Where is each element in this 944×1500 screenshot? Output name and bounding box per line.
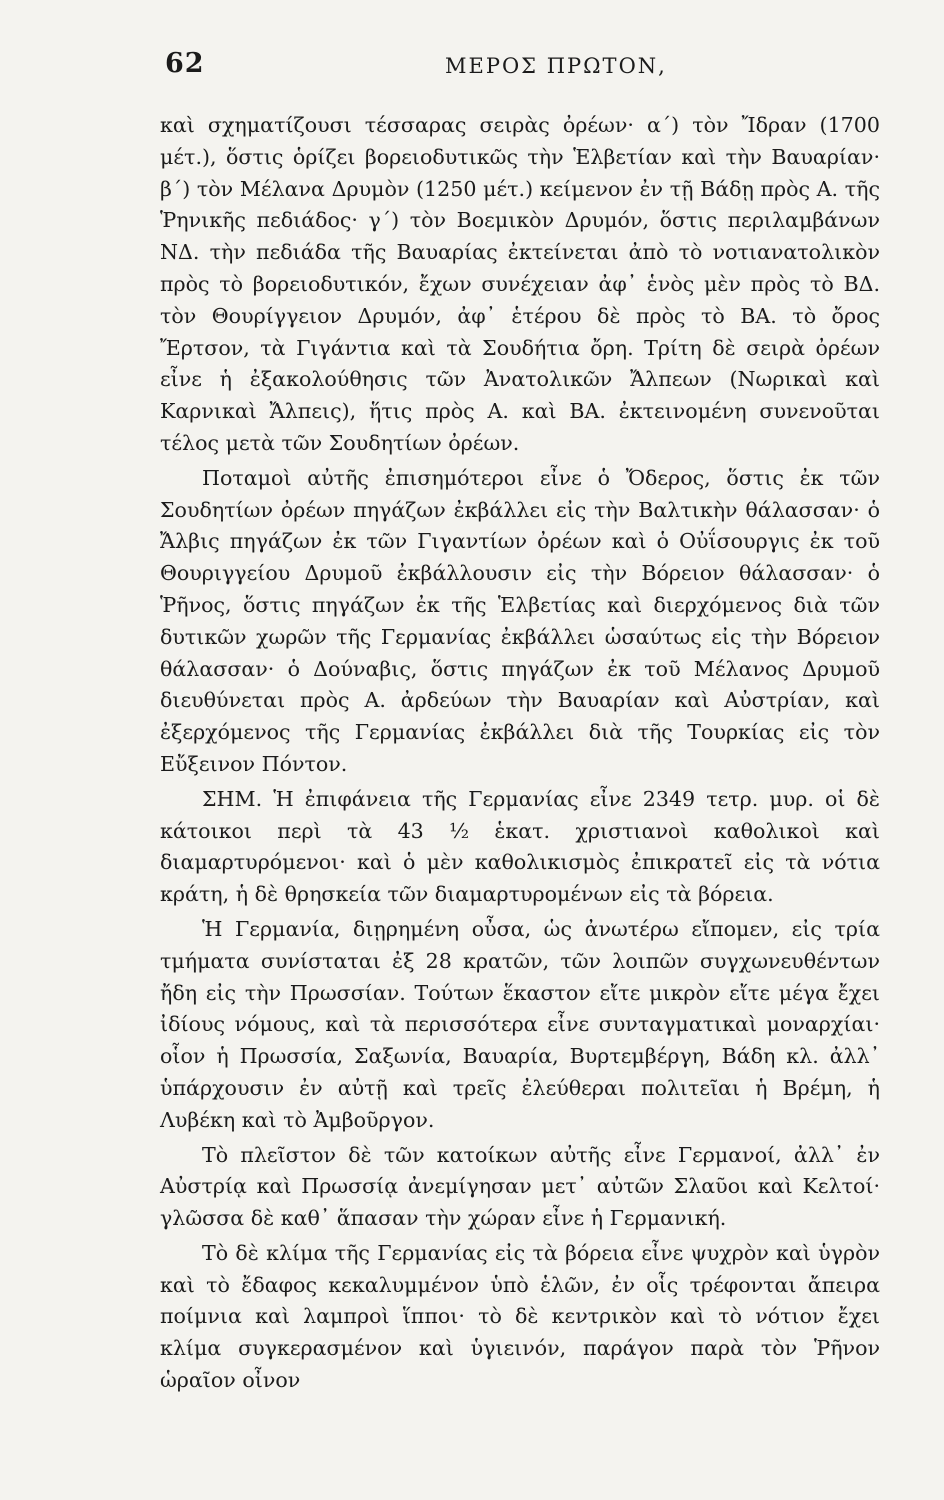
paragraph: ΣΗΜ. Ἡ ἐπιφάνεια τῆς Γερμανίας εἶνε 2349 τετρ. μυρ. οἱ δὲ κάτοικοι περὶ τὰ 43 ½ ἑκατ. χριστιανοὶ καθολικοὶ καὶ διαμαρτυρόμενοι· καὶ ὁ μὲν καθολικισμὸς ἐπικρατεῖ εἰς τὰ νότια κράτη, ἡ δὲ θρησκεία τῶν διαμαρτυρομένων εἰς τὰ βόρεια. <box>160 786 880 907</box>
paragraph: Ἡ Γερμανία, διῃρημένη οὖσα, ὡς ἀνωτέρω εἴπομεν, εἰς τρία τμήματα συνίσταται ἐξ 28 κρατῶν, τῶν λοιπῶν συγχωνευθέντων ἤδη εἰς τὴν Πρωσσίαν. Τούτων ἕκαστον εἴτε μικρὸν εἴτε μέγα ἔχει ἰδίους νόμους, καὶ τὰ περισσότερα εἶνε συνταγματικαὶ μοναρχίαι· οἷον ἡ Πρωσσία, Σαξωνία, Βαυαρία, Βυρτεμβέργη, Βάδη κλ. ἀλλ᾽ ὑπάρχουσιν ἐν αὐτῇ καὶ τρεῖς ἐλεύθεραι πολιτεῖαι ἡ Βρέμη, ἡ Λυβέκη καὶ τὸ Ἀμβοῦργον. <box>160 916 880 1132</box>
paragraph: καὶ σχηματίζουσι τέσσαρας σειρὰς ὀρέων· α΄) τὸν Ἴδραν (1700 μέτ.), ὅστις ὁρίζει βορειοδυτικῶς τὴν Ἑλβετίαν καὶ τὴν Βαυαρίαν· β΄) τὸν Μέλανα Δρυμὸν (1250 μέτ.) κείμενον ἐν τῇ Βάδῃ πρὸς Α. τῆς Ῥηνικῆς πεδιάδος· γ΄) τὸν Βοεμικὸν Δρυμόν, ὅστις περιλαμβάνων ΝΔ. τὴν πεδιάδα τῆς Βαυαρίας ἐκτείνεται ἀπὸ τὸ νοτιανατολικὸν πρὸς τὸ βορειοδυτικόν, ἔχων συνέχειαν ἀφ᾽ ἑνὸς μὲν πρὸς τὸ ΒΔ. τὸν Θουρίγγειον Δρυμόν, ἀφ᾽ ἑτέρου δὲ πρὸς τὸ ΒΑ. τὸ ὄρος Ἔρτσον, τὰ Γιγάντια καὶ τὰ Σουδήτια ὄρη. Τρίτη δὲ σειρὰ ὀρέων εἶνε ἡ ἐξακολούθησις τῶν Ἀνατολικῶν Ἄλπεων (Νωρικαὶ καὶ Καρνικαὶ Ἄλπεις), ἥτις πρὸς Α. καὶ ΒΑ. ἐκτεινομένη συνενοῦται τέλος μετὰ τῶν Σουδητίων ὀρέων. <box>160 113 880 455</box>
paragraph: Τὸ δὲ κλίμα τῆς Γερμανίας εἰς τὰ βόρεια εἶνε ψυχρὸν καὶ ὑγρὸν καὶ τὸ ἔδαφος κεκαλυμμένον ὑπὸ ἑλῶν, ἐν οἷς τρέφονται ἄπειρα ποίμνια καὶ λαμπροὶ ἵπποι· τὸ δὲ κεντρικὸν καὶ τὸ νότιον ἔχει κλίμα συγκερασμένον καὶ ὑγιεινόν, παράγον παρὰ τὸν Ῥῆνον ὡραῖον οἶνον <box>160 1240 880 1393</box>
page-body <box>160 110 880 1397</box>
page-number: 62 <box>165 48 205 79</box>
paragraph: Τὸ πλεῖστον δὲ τῶν κατοίκων αὐτῆς εἶνε Γερμανοί, ἀλλ᾽ ἐν Αὐστρίᾳ καὶ Πρωσσίᾳ ἀνεμίγησαν μετ᾽ αὐτῶν Σλαῦοι καὶ Κελτοί· γλῶσσα δὲ καθ᾽ ἅπασαν τὴν χώραν εἶνε ἡ Γερμανική. <box>160 1142 880 1231</box>
page-header <box>165 48 874 88</box>
running-head: ΜΕΡΟΣ ΠΡΩΤΟΝ, <box>445 54 667 78</box>
paragraph: Ποταμοὶ αὐτῆς ἐπισημότεροι εἶνε ὁ Ὄδερος, ὅστις ἐκ τῶν Σουδητίων ὀρέων πηγάζων ἐκβάλλει εἰς τὴν Βαλτικὴν θάλασσαν· ὁ Ἄλβις πηγάζων ἐκ τῶν Γιγαντίων ὀρέων καὶ ὁ Οὐΐσουργις ἐκ τοῦ Θουριγγείου Δρυμοῦ ἐκβάλλουσιν εἰς τὴν Βόρειον θάλασσαν· ὁ Ῥῆνος, ὅστις πηγάζων ἐκ τῆς Ἑλβετίας καὶ διερχόμενος διὰ τῶν δυτικῶν χωρῶν τῆς Γερμανίας ἐκβάλλει ὡσαύτως εἰς τὴν Βόρειον θάλασσαν· ὁ Δούναβις, ὅστις πηγάζων ἐκ τοῦ Μέλανος Δρυμοῦ διευθύνεται πρὸς Α. ἀρδεύων τὴν Βαυαρίαν καὶ Αὐστρίαν, καὶ ἐξερχόμενος τῆς Γερμανίας ἐκβάλλει διὰ τῆς Τουρκίας εἰς τὸν Εὔξεινον Πόντον. <box>160 465 880 776</box>
